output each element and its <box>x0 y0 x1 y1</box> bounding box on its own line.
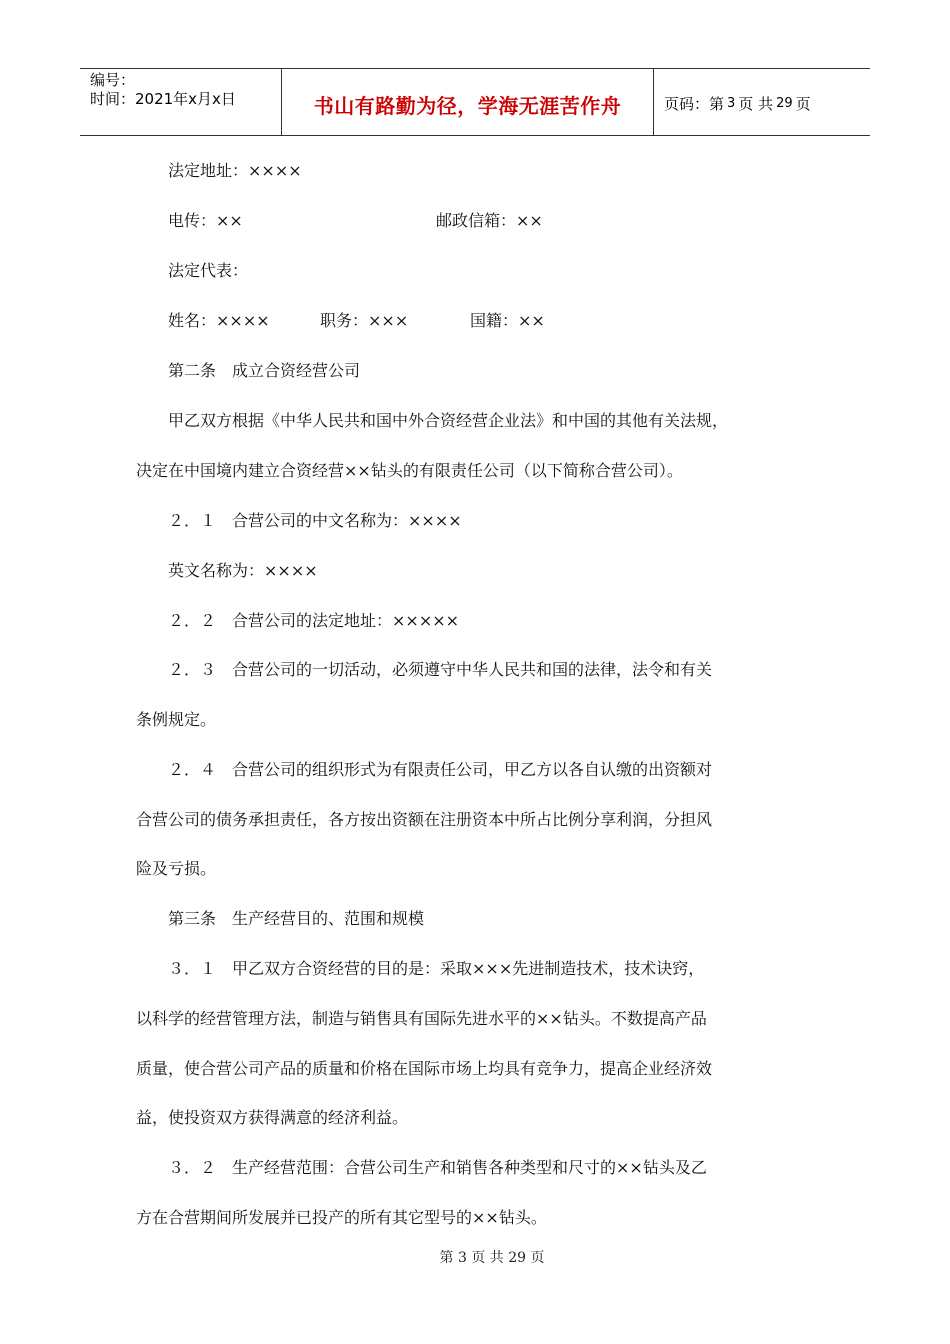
clause-2-2: ２．２ 合营公司的法定地址：××××× <box>168 611 460 630</box>
page-footer: 第 3 页 共 29 页 <box>439 1250 545 1266</box>
paragraph-line: 险及亏损。 <box>136 859 217 878</box>
paragraph-line: 方在合营期间所发展并已投产的所有其它型号的××钻头。 <box>136 1208 547 1227</box>
clause-2-3: ２．３ 合营公司的一切活动，必须遵守中华人民共和国的法律，法令和有关 <box>168 660 713 679</box>
clause-2-1: ２．１ 合营公司的中文名称为：×××× <box>168 511 462 530</box>
article-3-heading: 第三条 生产经营目的、范围和规模 <box>168 909 425 928</box>
paragraph-line: 以科学的经营管理方法，制造与销售具有国际先进水平的××钻头。不数提高产品 <box>136 1009 707 1028</box>
header-motto: 书山有路勤为径，学海无涯苦作舟 <box>282 69 654 135</box>
paragraph-line: 合营公司的债务承担责任，各方按出资额在注册资本中所占比例分享利润，分担风 <box>136 810 713 829</box>
rep-name: 姓名：×××× <box>168 311 270 330</box>
telex-line: 电传：×× <box>168 211 243 230</box>
clause-2-4: ２．４ 合营公司的组织形式为有限责任公司，甲乙方以各自认缴的出资额对 <box>168 760 713 779</box>
header-meta <box>80 69 282 135</box>
paragraph-line: 条例规定。 <box>136 710 217 729</box>
paragraph-line: 甲乙双方根据《中华人民共和国中外合资经营企业法》和中国的其他有关法规， <box>168 411 729 430</box>
clause-3-2: ３．２ 生产经营范围：合营公司生产和销售各种类型和尺寸的××钻头及乙 <box>168 1158 707 1177</box>
paragraph-line: 质量，使合营公司产品的质量和价格在国际市场上均具有竞争力，提高企业经济效 <box>136 1059 713 1078</box>
page-header <box>80 68 870 136</box>
paragraph-line: 决定在中国境内建立合资经营××钻头的有限责任公司（以下简称合营公司）。 <box>136 461 683 480</box>
rep-nationality: 国籍：×× <box>470 311 545 330</box>
page-total: 29 <box>776 95 793 111</box>
header-page-number <box>654 69 870 135</box>
article-2-heading: 第二条 成立合资经营公司 <box>168 361 361 380</box>
legal-address-line: 法定地址：×××× <box>168 161 302 180</box>
page-prefix: 页码：第 <box>664 94 725 113</box>
english-name-line: 英文名称为：×××× <box>168 561 318 580</box>
time-label: 时间：2021年x月x日 <box>90 90 236 108</box>
page-mid: 页 共 <box>738 94 774 113</box>
po-box-line: 邮政信箱：×× <box>436 211 543 230</box>
clause-3-1: ３．１ 甲乙双方合资经营的目的是：采取×××先进制造技术，技术诀窍， <box>168 959 705 978</box>
rep-position: 职务：××× <box>320 311 409 330</box>
page-current: 3 <box>727 95 736 111</box>
page-suffix: 页 <box>795 94 811 113</box>
legal-rep-line: 法定代表： <box>168 261 249 280</box>
paragraph-line: 益，使投资双方获得满意的经济利益。 <box>136 1108 409 1127</box>
code-label: 编号： <box>90 71 136 89</box>
